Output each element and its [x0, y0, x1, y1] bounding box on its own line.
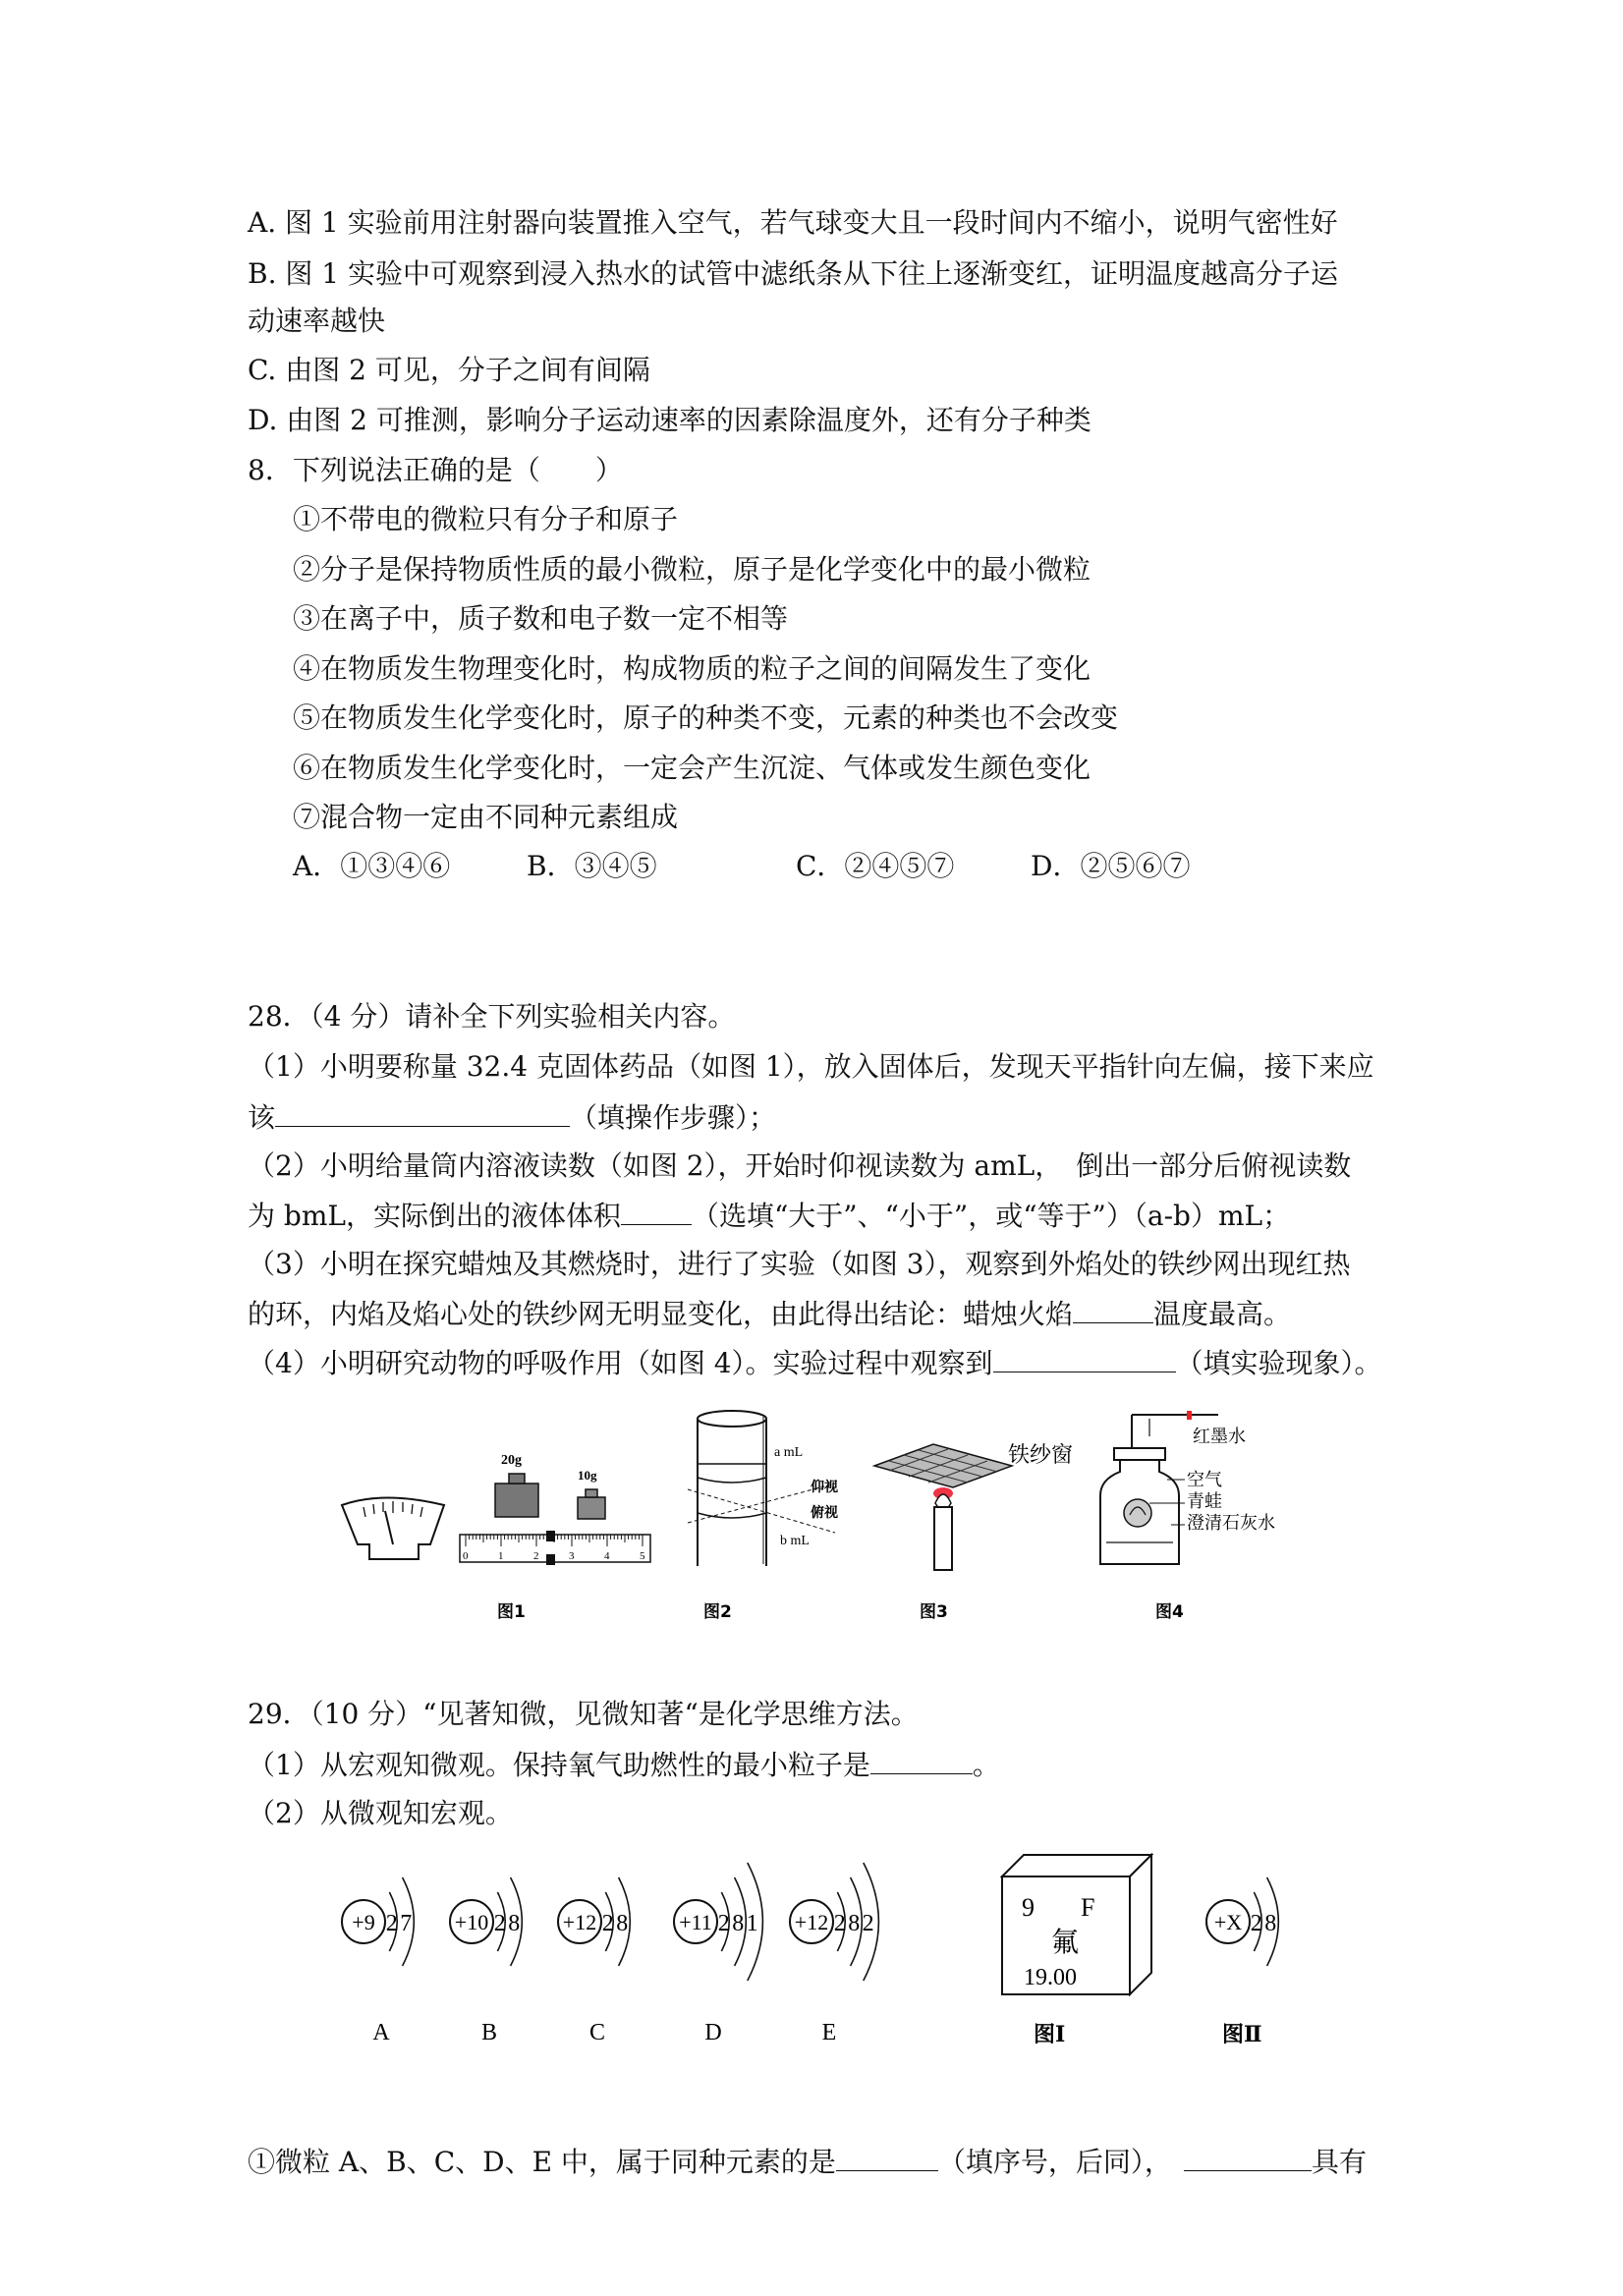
q7-option-b-line1: B. 图 1 实验中可观察到浸入热水的试管中滤纸条从下往上逐渐变红，证明温度越高分子运: [248, 257, 1338, 290]
atom-d: [674, 1863, 762, 2045]
svg-text:a mL: a mL: [774, 1445, 804, 1460]
atom-structure-figure: [324, 1847, 1316, 2063]
nucleus-charge: +12: [562, 1910, 597, 1934]
electron-count: 1: [746, 1911, 758, 1936]
ruler-label: 2: [533, 1550, 539, 1562]
q28-stem: 28．（4 分）请补全下列实验相关内容。: [248, 1000, 736, 1033]
q8-item-7: ⑦混合物一定由不同种元素组成: [293, 801, 679, 833]
svg-text:氟: 氟: [1051, 1928, 1080, 1958]
electron-count: 8: [616, 1911, 629, 1936]
q8-item-3: ③在离子中，质子数和电子数一定不相等: [293, 602, 789, 635]
nucleus-charge: +X: [1213, 1910, 1243, 1934]
svg-text:19.00: 19.00: [1024, 1965, 1077, 1990]
svg-text:9: 9: [1022, 1893, 1035, 1922]
svg-text:红墨水: 红墨水: [1193, 1427, 1246, 1446]
nucleus-charge: +9: [352, 1910, 375, 1934]
electron-count: 2: [717, 1911, 730, 1936]
weight-10g: [578, 1468, 605, 1519]
q8-stem: 8．下列说法正确的是（ ）: [248, 454, 623, 486]
figure-caption: 图2: [703, 1602, 732, 1622]
q8-item-2: ②分子是保持物质性质的最小微粒，原子是化学变化中的最小微粒: [293, 553, 1091, 586]
nucleus-charge: +11: [679, 1910, 712, 1934]
answer-blank[interactable]: [993, 1346, 1176, 1372]
svg-text:俯视: 俯视: [811, 1506, 838, 1521]
q29-part1: （1）从宏观知微观。保持氧气助燃性的最小粒子是 。: [248, 1749, 1000, 1781]
q29-part2-item1: ①微粒 A、B、C、D、E 中，属于同种元素的是 （填序号，后同）， 具有: [248, 2146, 1367, 2178]
q28-part4: （4）小明研究动物的呼吸作用（如图 4）。实验过程中观察到 （填实验现象）。: [248, 1347, 1382, 1379]
balance-dial: [342, 1498, 444, 1560]
answer-blank[interactable]: [836, 2145, 938, 2171]
atom-label: B: [480, 2020, 498, 2045]
electron-count: 2: [493, 1911, 506, 1936]
answer-blank[interactable]: [275, 1100, 570, 1127]
electron-count: 2: [833, 1911, 846, 1936]
atom-label: A: [372, 2020, 390, 2045]
svg-text:澄清石灰水: 澄清石灰水: [1187, 1513, 1275, 1533]
atom-x: [1206, 1877, 1278, 1966]
answer-blank[interactable]: [1073, 1297, 1153, 1323]
answer-blank[interactable]: [870, 1748, 973, 1774]
q8-item-5: ⑤在物质发生化学变化时，原子的种类不变，元素的种类也不会改变: [293, 701, 1119, 734]
ruler-label: 0: [463, 1550, 469, 1562]
ruler-label: 4: [604, 1550, 610, 1562]
q28-part2-line2: 为 bmL，实际倒出的液体体积 （选填“大于”、“小于”，或“等于”）（a-b）mL；: [248, 1200, 1291, 1232]
atom-c: [558, 1877, 630, 2045]
q7-option-d: D. 由图 2 可推测，影响分子运动速率的因素除温度外，还有分子种类: [248, 404, 1091, 436]
figure-caption: 图Ⅱ: [1222, 2022, 1262, 2046]
q28-part1-line2: 该 （填操作步骤）；: [248, 1101, 777, 1134]
svg-text:20g: 20g: [501, 1453, 522, 1468]
balance-ruler: [460, 1531, 650, 1565]
q28-part2-line1: （2）小明给量筒内溶液读数（如图 2），开始时仰视读数为 amL， 倒出一部分后俯视读数: [248, 1149, 1352, 1182]
electron-count: 2: [862, 1911, 874, 1936]
electron-count: 2: [1250, 1911, 1262, 1936]
nucleus-charge: +12: [794, 1910, 829, 1934]
ruler-label: 1: [498, 1550, 504, 1562]
q8-item-6: ⑥在物质发生化学变化时，一定会产生沉淀、气体或发生颜色变化: [293, 752, 1091, 784]
q8-choice-c: C．②④⑤⑦: [796, 850, 955, 882]
svg-text:F: F: [1081, 1893, 1095, 1922]
q7-option-b-line2: 动速率越快: [248, 305, 386, 337]
svg-text:铁纱窗: 铁纱窗: [1008, 1442, 1074, 1467]
candle-mesh: [874, 1442, 1073, 1570]
svg-text:10g: 10g: [578, 1468, 597, 1483]
figure-caption: 图Ⅰ: [1034, 2022, 1066, 2046]
electron-count: 8: [508, 1911, 521, 1936]
electron-count: 8: [848, 1911, 861, 1936]
atom-a: [342, 1877, 414, 2045]
electron-count: 2: [601, 1911, 614, 1936]
atom-label: D: [704, 2020, 722, 2045]
atom-label: E: [821, 2020, 837, 2045]
q28-part3-line2: 的环，内焰及焰心处的铁纱网无明显变化，由此得出结论：蜡烛火焰 温度最高。: [248, 1298, 1292, 1330]
svg-text:空气: 空气: [1187, 1470, 1222, 1489]
q7-option-c: C. 由图 2 可见，分子之间有间隔: [248, 354, 650, 386]
atom-label: C: [588, 2020, 606, 2045]
q8-choice-b: B．③④⑤: [527, 850, 657, 882]
weight-20g: [495, 1453, 538, 1517]
ruler-label: 3: [569, 1550, 575, 1562]
electron-count: 7: [400, 1911, 413, 1936]
q28-part1-line1: （1）小明要称量 32.4 克固体药品（如图 1），放入固体后，发现天平指针向左偏，接下来应: [248, 1050, 1374, 1083]
q8-item-1: ①不带电的微粒只有分子和原子: [293, 503, 679, 535]
electron-count: 2: [385, 1911, 398, 1936]
q8-choice-d: D．②⑤⑥⑦: [1031, 850, 1191, 882]
figure-caption: 图1: [497, 1602, 526, 1622]
answer-blank[interactable]: [621, 1199, 692, 1225]
q28-figure: [334, 1397, 1297, 1633]
nucleus-charge: +10: [454, 1910, 489, 1934]
q8-choice-a: A．①③④⑥: [293, 850, 451, 882]
atom-b: [450, 1877, 522, 2045]
q29-stem: 29．（10 分）“见著知微，见微知著“是化学思维方法。: [248, 1698, 919, 1730]
figure-caption: 图4: [1155, 1602, 1184, 1622]
q8-item-4: ④在物质发生物理变化时，构成物质的粒子之间的间隔发生了变化: [293, 652, 1091, 685]
electron-count: 8: [732, 1911, 745, 1936]
q7-option-a: A. 图 1 实验前用注射器向装置推入空气，若气球变大且一段时间内不缩小，说明气密性好: [248, 206, 1338, 239]
svg-text:仰视: 仰视: [811, 1481, 838, 1495]
q29-part2: （2）从微观知宏观。: [248, 1797, 513, 1829]
ruler-label: 5: [640, 1550, 645, 1562]
atom-e: [790, 1863, 878, 2045]
q28-part3-line1: （3）小明在探究蜡烛及其燃烧时，进行了实验（如图 3），观察到外焰处的铁纱网出现红热: [248, 1248, 1351, 1280]
electron-count: 8: [1264, 1911, 1277, 1936]
figure-caption: 图3: [920, 1602, 948, 1622]
svg-text:青蛙: 青蛙: [1187, 1491, 1222, 1511]
svg-text:b mL: b mL: [780, 1534, 810, 1548]
answer-blank[interactable]: [1184, 2145, 1312, 2171]
